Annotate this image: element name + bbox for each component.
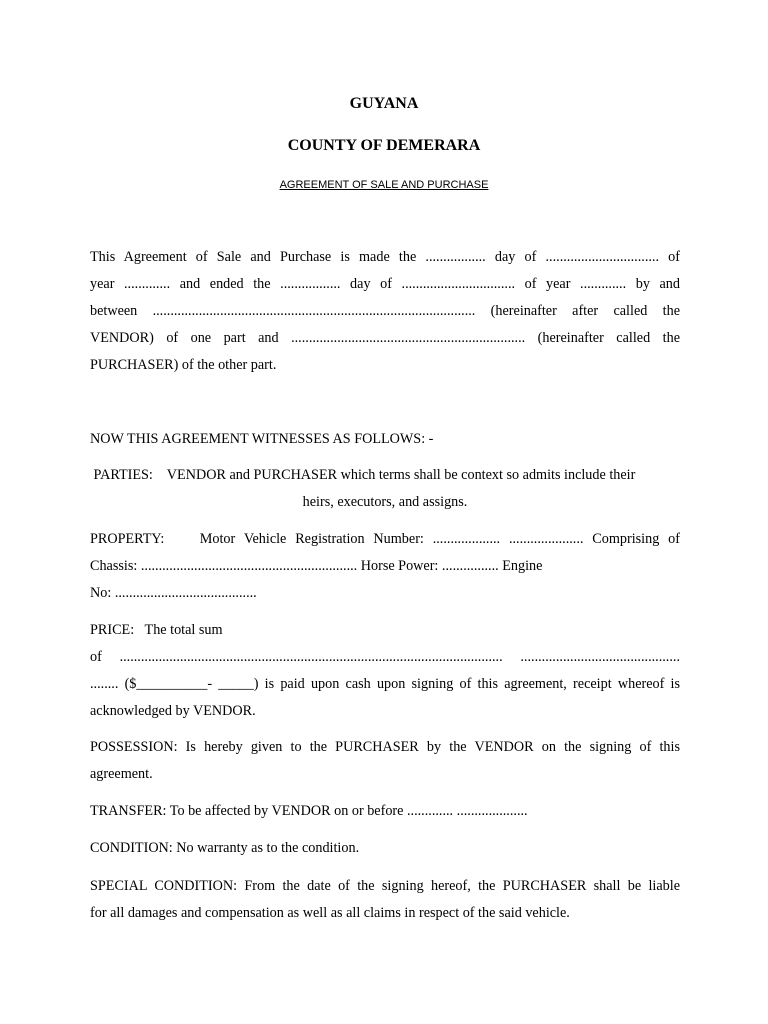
condition-clause bbox=[90, 835, 680, 862]
price-line: ........ ($__________- _____) is paid upon cash upon signing of this agreement, receipt whereof is bbox=[90, 676, 680, 692]
witness-heading-text: NOW THIS AGREEMENT WITNESSES AS FOLLOWS: - bbox=[90, 431, 434, 447]
transfer-line: TRANSFER: To be affected by VENDOR on or before ............. .................... bbox=[90, 803, 528, 819]
intro-line: This Agreement of Sale and Purchase is made the ................. day of ................................ of bbox=[90, 249, 680, 265]
parties-clause bbox=[90, 462, 680, 516]
intro-line: PURCHASER) of the other part. bbox=[90, 357, 277, 373]
intro-line: VENDOR) of one part and .................................................................. (hereinafter called the bbox=[90, 330, 680, 346]
possession-clause bbox=[90, 734, 680, 788]
parties-line: heirs, executors, and assigns. bbox=[302, 494, 468, 510]
price-line: acknowledged by VENDOR. bbox=[90, 703, 256, 719]
possession-line: agreement. bbox=[90, 766, 153, 782]
intro-line: between ........................................................................................... (hereinafter after called the bbox=[90, 303, 680, 319]
price-line: PRICE: The total sum bbox=[90, 622, 223, 638]
property-line: No: ........................................ bbox=[90, 585, 257, 601]
document-title: AGREEMENT OF SALE AND PURCHASE bbox=[279, 179, 489, 191]
property-line: Chassis: ............................................................. Horse Power: ................ Engine bbox=[90, 558, 543, 574]
property-clause bbox=[90, 526, 680, 607]
special-condition-line: SPECIAL CONDITION: From the date of the signing hereof, the PURCHASER shall be liable bbox=[90, 878, 680, 894]
special-condition-clause bbox=[90, 873, 680, 927]
property-line: PROPERTY: Motor Vehicle Registration Number: ................... ..................... Comprising of bbox=[90, 531, 680, 547]
parties-line: PARTIES: VENDOR and PURCHASER which terms shall be context so admits include their bbox=[90, 467, 636, 483]
special-condition-line: for all damages and compensation as well as all claims in respect of the said vehicle. bbox=[90, 905, 570, 921]
witness-heading bbox=[90, 426, 680, 453]
transfer-clause bbox=[90, 798, 680, 825]
price-clause bbox=[90, 617, 680, 725]
condition-line: CONDITION: No warranty as to the condition. bbox=[90, 840, 360, 856]
country-heading: GUYANA bbox=[349, 95, 419, 112]
price-line: of ............................................................................................................ ............................................. bbox=[90, 649, 680, 665]
county-heading: COUNTY OF DEMERARA bbox=[287, 137, 481, 154]
intro-paragraph bbox=[90, 244, 680, 379]
intro-line: year ............. and ended the ................. day of ................................ of year ............. by and bbox=[90, 276, 680, 292]
possession-line: POSSESSION: Is hereby given to the PURCHASER by the VENDOR on the signing of this bbox=[90, 739, 680, 755]
